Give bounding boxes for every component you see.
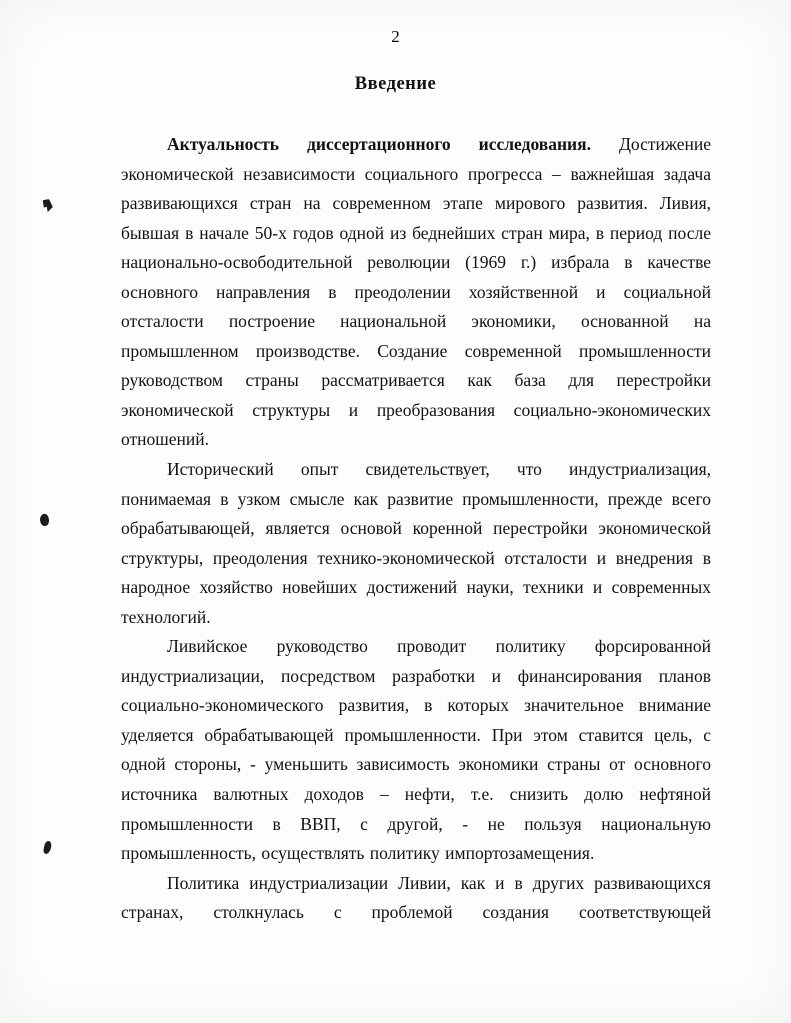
scan-ink-mark-icon [41, 198, 54, 212]
scan-ink-mark-icon [43, 840, 53, 854]
paragraph-text: Достижение экономической независимости социального прогресса – важнейшая задача развивающихся стран на современном этапе мирового развития. Ливия, бывшая в начале 50-х годов одной из беднейших стран мира, в период после национально-освободительной революции (1969 г.) избрала в качестве основного направления в преодолении хозяйственной и социальной отсталости построение национальной экономики, основанной на промышленном производстве. Создание современной промышленности руководством страны рассматривается как база для перестройки экономической структуры и преобразования социально-экономических отношений. [121, 134, 711, 450]
paragraph-actuality [121, 130, 711, 455]
text-body [121, 130, 711, 928]
paragraph-industrialization-policy: Политика индустриализации Ливии, как и в других развивающихся странах, столкнулась с проблемой создания соответствующей [121, 872, 711, 923]
scan-ink-mark-icon [39, 513, 51, 527]
section-title: Введение [354, 74, 437, 94]
paragraph-historical-experience: Исторический опыт свидетельствует, что индустриализация, понимаемая в узком смысле как развитие промышленности, прежде всего обрабатывающей, является основой коренной перестройки экономической структуры, преодоления технико-экономической отсталости и внедрения в народное хозяйство новейших достижений науки, техники и современных технологий. [121, 459, 711, 627]
page-number: 2 [391, 27, 400, 46]
paragraph-libyan-policy: Ливийское руководство проводит политику форсированной индустриализации, посредством разработки и финансирования планов социально-экономического развития, в которых значительное внимание уделяется обрабатывающей промышленности. При этом ставится цель, с одной стороны, - уменьшить зависимость экономики страны от основного источника валютных доходов – нефти, т.е. снизить долю нефтяной промышленности в ВВП, с другой, - не пользуя национальную промышленность, осуществлять политику импортозамещения. [121, 636, 711, 864]
paragraph-lead-bold: Актуальность диссертационного исследования. [167, 134, 591, 154]
